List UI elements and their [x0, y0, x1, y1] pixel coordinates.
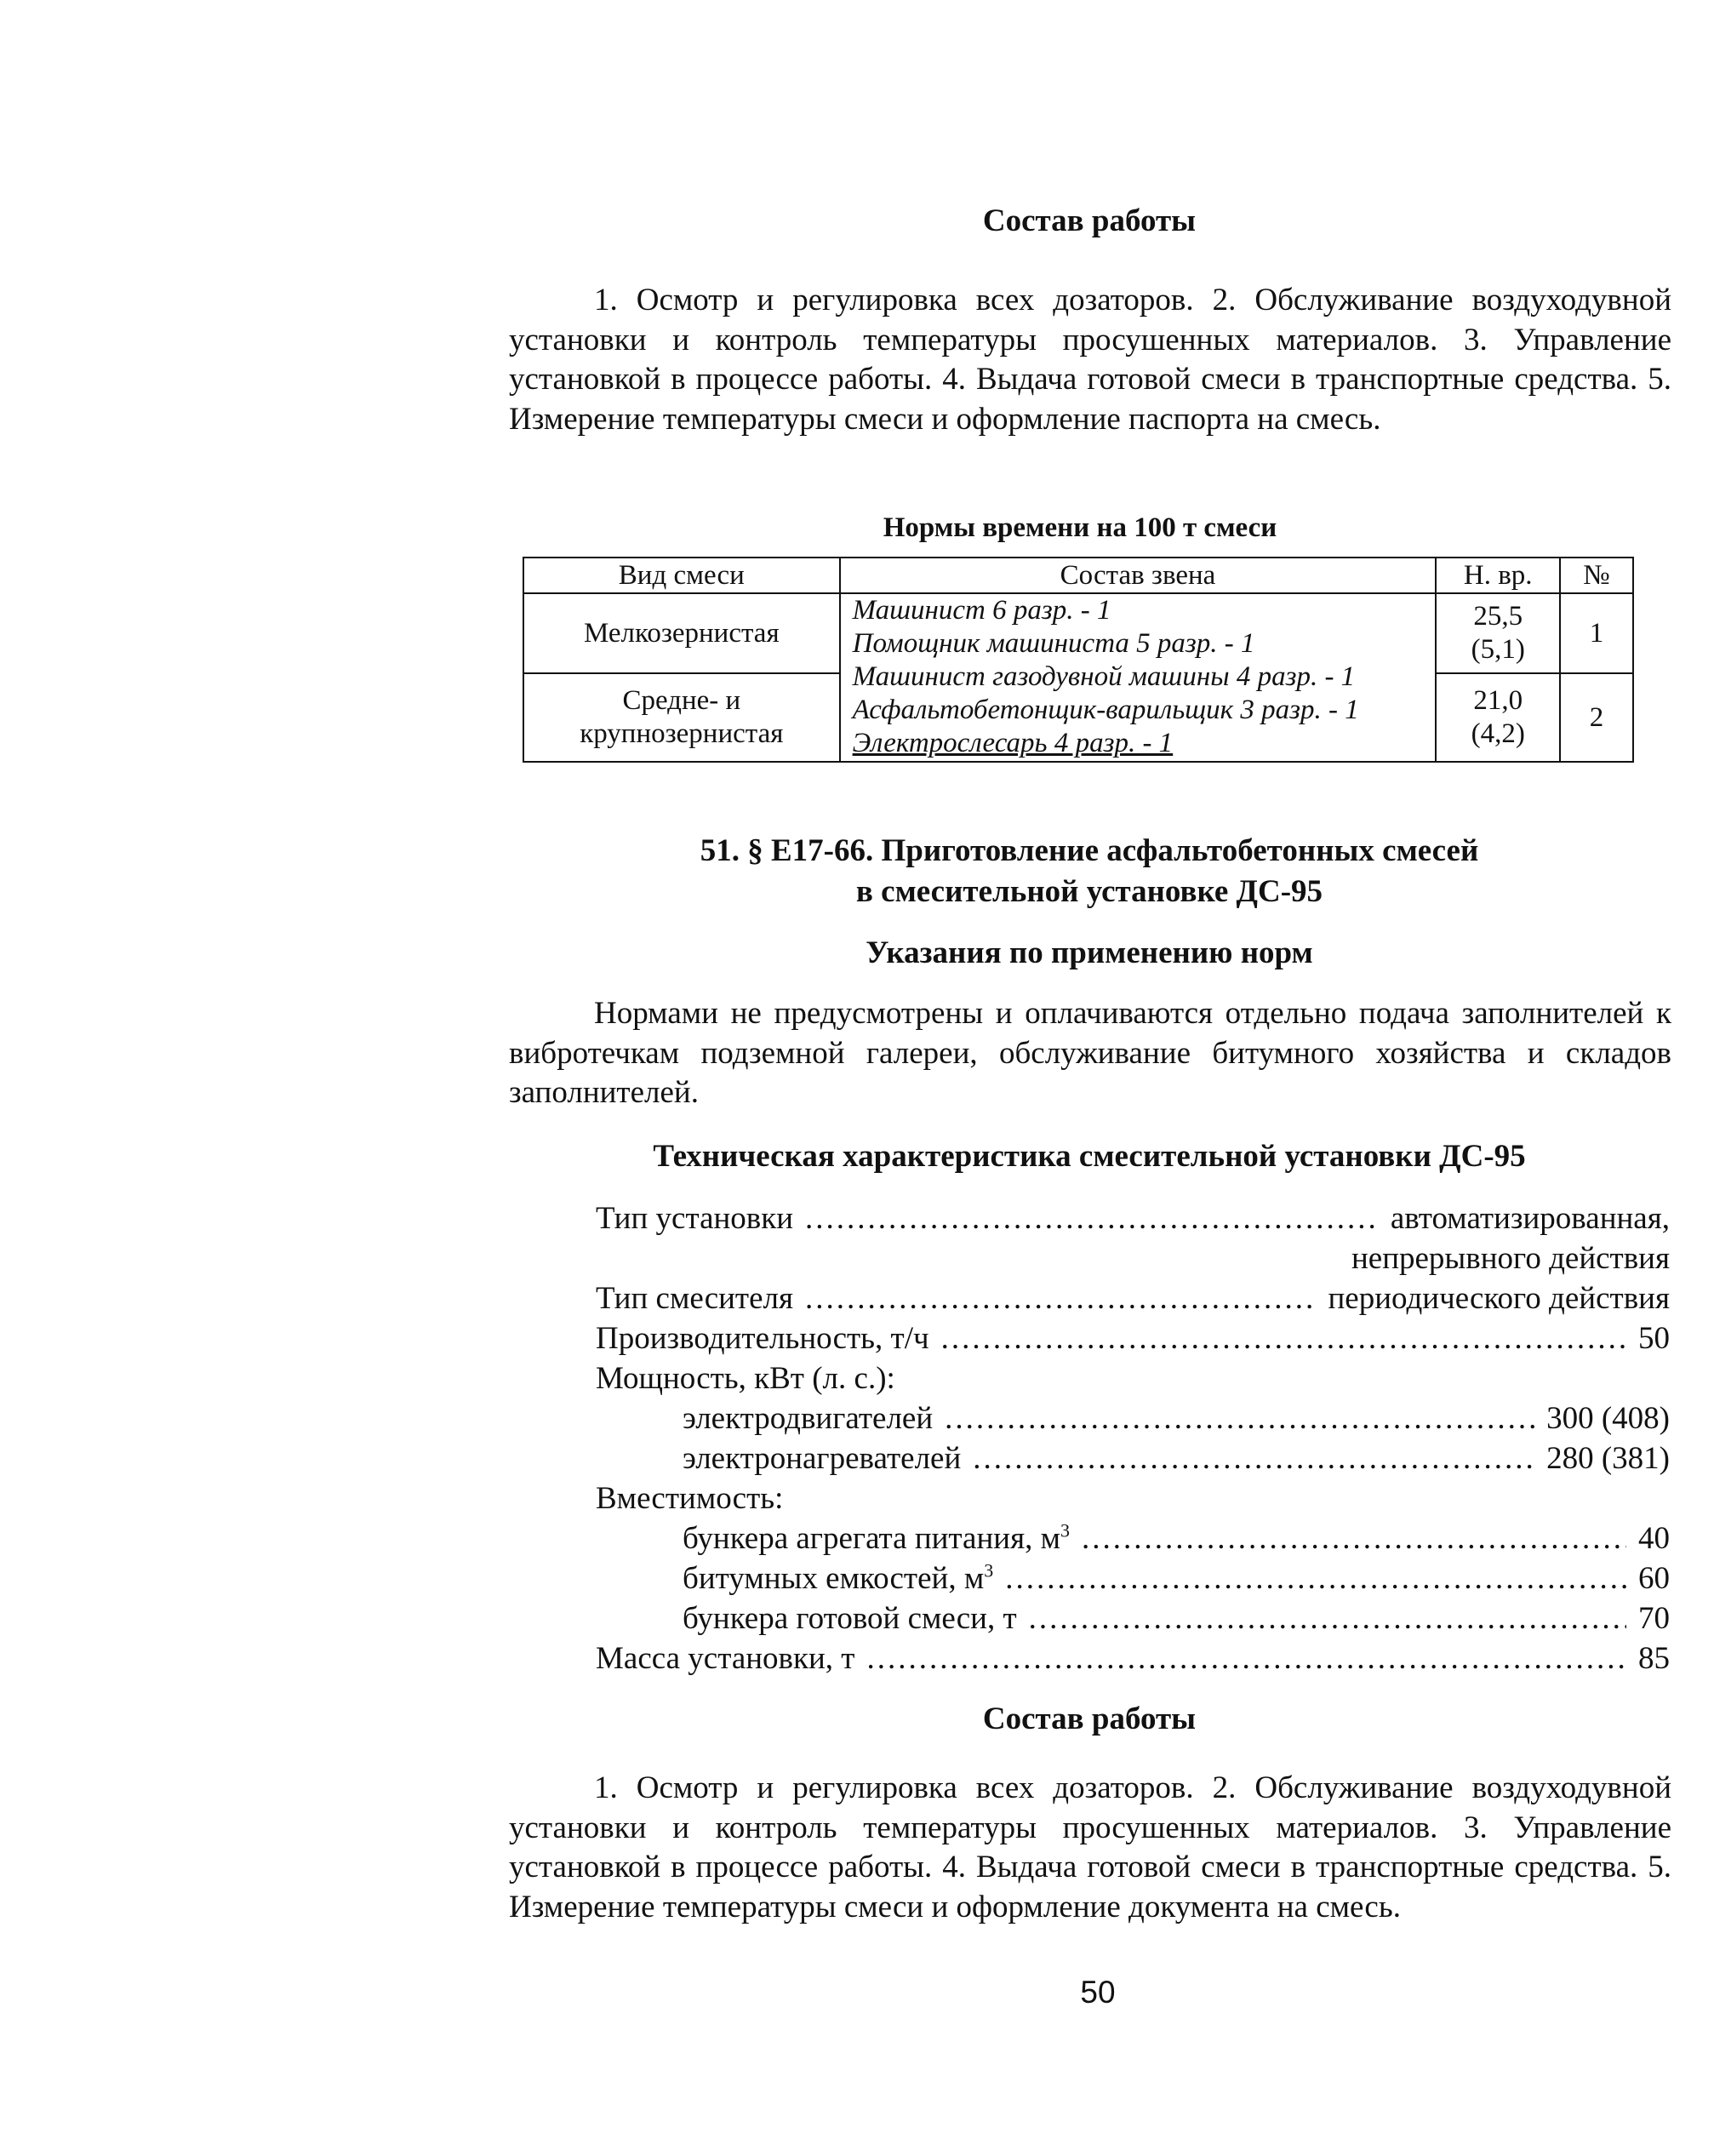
- spec-ready-bunker: бункера готовой смеси, т ..... 70: [596, 1598, 1670, 1638]
- crew-member: Помощник машиниста 5 разр. - 1: [852, 628, 1255, 659]
- mix-type-line: Средне- и: [622, 685, 741, 716]
- header-number: №: [1560, 558, 1633, 593]
- crew-member: Машинист газодувной машины 4 разр. - 1: [852, 661, 1356, 692]
- tech-spec-heading: Техническая характеристика смесительной установки ДС-95: [653, 1139, 1526, 1174]
- guidance-heading: Указания по применению норм: [866, 935, 1313, 970]
- time-norm-value: 21,0: [1473, 685, 1523, 716]
- time-norm-cell: [1436, 673, 1560, 762]
- work-composition-paragraph-1: 1. Осмотр и регулировка всех дозаторов. 2. Обслуживание воздуходувной установки и контроль температуры просушенных материалов. 3. Управление установкой в процессе работы. 4. Выдача готовой смеси в транспортные средства. 5. Измерение температуры смеси и оформление паспорта на смесь.: [509, 283, 1671, 437]
- spec-motors: электродвигателей ..... 300 (408): [596, 1398, 1670, 1438]
- header-crew: Состав звена: [840, 558, 1437, 593]
- mix-type-cell: [523, 673, 840, 762]
- section-title-line-1: 51. § Е17-66. Приготовление асфальтобетонных смесей: [700, 833, 1479, 868]
- norms-table-title: Нормы времени на 100 т смеси: [883, 512, 1277, 543]
- number-cell: 1: [1560, 593, 1633, 673]
- crew-member: Электрослесарь 4 разр. - 1: [852, 728, 1174, 758]
- work-composition-heading-1: Состав работы: [982, 203, 1197, 238]
- section-title-line-2: в смесительной установке ДС-95: [855, 874, 1323, 909]
- crew-member: Машинист 6 разр. - 1: [852, 595, 1111, 626]
- time-norm-value: 25,5: [1473, 601, 1523, 632]
- spec-bitumen: битумных емкостей, $м^3$ ..... 60: [596, 1558, 1670, 1598]
- spec-productivity: Производительность, т/ч ..... 50: [596, 1318, 1670, 1358]
- time-norm-cell: [1436, 593, 1560, 673]
- spec-install-type-continued: непрерывного действия: [1351, 1241, 1670, 1276]
- guidance-paragraph: Нормами не предусмотрены и оплачиваются отдельно подача заполнителей к вибротечкам подземной галереи, обслуживание битумного хозяйства и складов заполнителей.: [509, 996, 1671, 1110]
- spec-feed-bunker: бункера агрегата питания, $м^3$ ..... 40: [596, 1518, 1670, 1558]
- mix-type-line: крупнозернистая: [580, 718, 784, 749]
- spec-heaters: электронагревателей ..... 280 (381): [596, 1438, 1670, 1478]
- page-number: 50: [1080, 1975, 1116, 2010]
- header-mix-type: Вид смеси: [523, 558, 840, 593]
- work-composition-paragraph-2: 1. Осмотр и регулировка всех дозаторов. 2. Обслуживание воздуходувной установки и контроль температуры просушенных материалов. 3. Управление установкой в процессе работы. 4. Выдача готовой смеси в транспортные средства. 5. Измерение температуры смеси и оформление документа на смесь.: [509, 1770, 1671, 1924]
- work-composition-heading-2: Состав работы: [982, 1701, 1197, 1736]
- crew-cell: [840, 593, 1437, 762]
- spec-mass: Масса установки, т ..... 85: [596, 1638, 1670, 1678]
- table-row: [523, 593, 1633, 673]
- number-cell: 2: [1560, 673, 1633, 762]
- norms-table-header-row: [523, 558, 1633, 593]
- header-time-norm: Н. вр.: [1436, 558, 1560, 593]
- tech-spec-list: [596, 1198, 1670, 1678]
- spec-install-type: Тип установки ..... автоматизированная,: [596, 1198, 1670, 1238]
- spec-power-label: Мощность, кВт (л. с.):: [596, 1361, 895, 1396]
- time-norm-paren: (5,1): [1471, 634, 1525, 665]
- spec-mixer-type: Тип смесителя ..... периодического действия: [596, 1278, 1670, 1318]
- time-norm-paren: (4,2): [1471, 718, 1525, 749]
- norms-table: [523, 557, 1634, 763]
- spec-capacity-label: Вместимость:: [596, 1481, 784, 1516]
- mix-type-cell: Мелкозернистая: [523, 593, 840, 673]
- crew-member: Асфальтобетонщик-варильщик 3 разр. - 1: [852, 695, 1359, 725]
